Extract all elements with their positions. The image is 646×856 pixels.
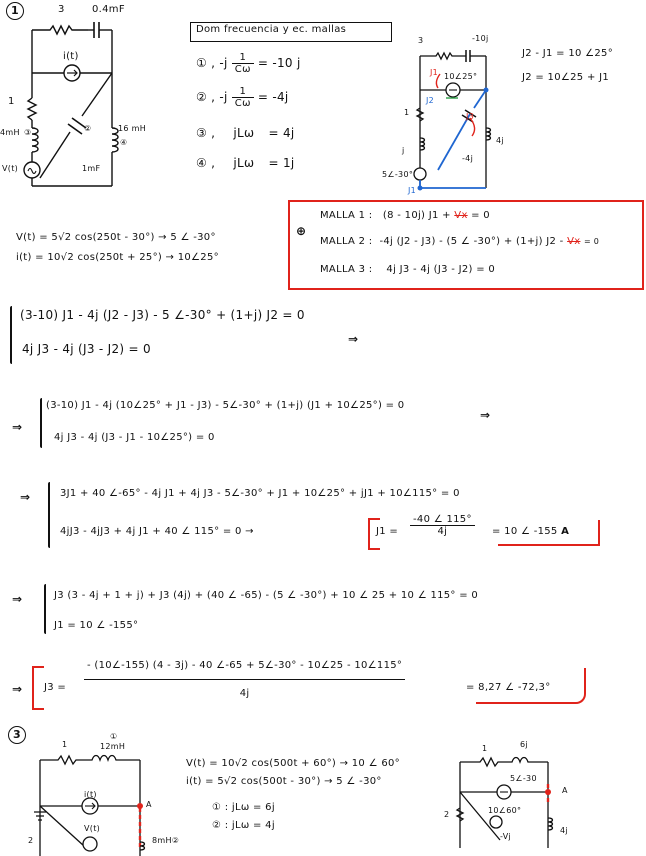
implies-arrow-4: ⇒ [20, 490, 31, 504]
p3-current-source: i(t) [84, 790, 97, 799]
j3-result-label: J3 = [44, 682, 67, 693]
voltage-source-label: V(t) [2, 164, 19, 173]
p3-vsource: V(t) [84, 824, 101, 833]
p3-node-num: ① [110, 732, 118, 741]
j3-result-bracket [32, 666, 44, 710]
plus-sign: ⊕ [296, 224, 307, 238]
p3-current-phasor: i(t) = 5√2 cos(500t - 30°) → 5 ∠ -30° [186, 776, 382, 787]
system-1-brace [10, 306, 12, 364]
pc1-inductor-right: 4j [496, 136, 504, 145]
phasor-circuit-3 [452, 748, 572, 848]
pc1-top-cap: -10j [472, 34, 489, 43]
pc3-vsource: 10∠60° [488, 806, 522, 815]
frequency-domain-header: Dom frecuencia y ec. mallas [196, 24, 347, 35]
p3-top-res: 1 [62, 740, 68, 749]
pc1-source: 10∠25° [444, 72, 478, 81]
system-3-eq-1: 3J1 + 40 ∠-65° - 4j J1 + 4j J3 - 5∠-30° + J1 + 10∠25° + jJ1 + 10∠115° = 0 [60, 488, 460, 499]
j1-result-label: J1 = [376, 526, 399, 537]
side-eq-1: J2 - J1 = 10 ∠25° [522, 48, 614, 59]
right-inductor-label: 16 mH [118, 124, 147, 133]
impedance-4: ④ , jLω = 1j [196, 156, 295, 170]
circuit-diagram-1 [10, 8, 150, 188]
pc1-vsource: 5∠-30° [382, 170, 414, 179]
j1-result-fraction: $\frac{-40 \angle 115^\circ}{4j}$ [410, 514, 475, 537]
j3-result-fraction: $\frac{- (10\angle-155) (4 - 3j) - 40 \angle-65 + 5\angle-30^\circ - 10\angle 25 - 10\angle 115^\circ}{4j}$ [84, 660, 405, 699]
j1-result-value: = 10 ∠ -155 A [492, 526, 570, 537]
implies-arrow-5: ⇒ [12, 592, 23, 606]
pc1-mesh-2: J2 [426, 96, 435, 105]
side-eq-2: J2 = 10∠25 + J1 [522, 72, 610, 83]
cap-node-label: ② [84, 124, 92, 133]
implies-arrow-6: ⇒ [12, 682, 23, 696]
implies-arrow-1: ⇒ [348, 332, 359, 346]
p3-right-ind: 8mH② [152, 836, 180, 845]
impedance-1: ① , -j $\frac{1}{C\omega}$ = -10 j [196, 52, 301, 75]
mesh-2-equation: MALLA 2 : -4j (J2 - J3) - (5 ∠ -30°) + (1+j) J2 - Vx = 0 [320, 236, 600, 247]
pc3-top-ind: 6j [520, 740, 528, 749]
system-4-brace [44, 584, 46, 634]
pc3-node: A [562, 786, 568, 795]
pc1-inductor-left: j [402, 146, 405, 155]
p3-impedance-2: ② : jLω = 4j [212, 820, 275, 831]
impedance-3: ③ , jLω = 4j [196, 126, 295, 140]
mesh-3-equation: MALLA 3 : 4j J3 - 4j (J3 - J2) = 0 [320, 264, 496, 275]
p3-impedance-1: ① : jLω = 6j [212, 802, 275, 813]
j3-result-value: = 8,27 ∠ -72,3° [466, 682, 551, 693]
j3-result-underline [476, 668, 586, 704]
top-capacitor-label: 0.4mF [92, 4, 125, 15]
pc3-top-res: 1 [482, 744, 488, 753]
bottom-cap-label: 1mF [82, 164, 101, 173]
pc3-isource: 5∠-30 [510, 774, 537, 783]
top-resistor-label: 3 [58, 4, 65, 15]
current-source-phasor: i(t) = 10√2 cos(250t + 25°) → 10∠25° [16, 252, 219, 263]
j1-result-underline [498, 520, 600, 546]
system-3-brace [48, 482, 50, 548]
pc1-cap: -4j [462, 154, 474, 163]
pc1-mesh-3: J3 [466, 112, 475, 121]
system-2-eq-1: (3-10) J1 - 4j (10∠25° + J1 - J3) - 5∠-30° + (1+j) (J1 + 10∠25°) = 0 [46, 400, 405, 411]
implies-arrow-3: ⇒ [480, 408, 491, 422]
system-4-eq-2: J1 = 10 ∠ -155° [54, 620, 139, 631]
p3-left-res: 2 [28, 836, 34, 845]
p3-node-a: A [146, 800, 152, 809]
problem-1-number: 1 [6, 2, 24, 20]
current-source-label: i(t) [63, 51, 79, 62]
impedance-2: ② , -j $\frac{1}{C\omega}$ = -4j [196, 86, 289, 109]
problem-3-number: 3 [8, 726, 26, 744]
system-4-eq-1: J3 (3 - 4j + 1 + j) + J3 (4j) + (40 ∠ -65) - (5 ∠ -30°) + 10 ∠ 25 + 10 ∠ 115° = 0 [54, 590, 479, 601]
implies-arrow-2: ⇒ [12, 420, 23, 434]
system-1-eq-2: 4j J3 - 4j (J3 - J2) = 0 [22, 342, 151, 356]
system-2-eq-2: 4j J3 - 4j (J3 - J1 - 10∠25°) = 0 [54, 432, 215, 443]
left-inductor-node: ③ [24, 128, 32, 137]
pc1-mesh-label: J1 [408, 186, 417, 195]
left-inductor-label: 4mH [0, 128, 20, 137]
system-1-eq-1: (3-10) J1 - 4j (J2 - J3) - 5 ∠-30° + (1+j) J2 = 0 [20, 308, 305, 322]
left-resistor-label: 1 [8, 96, 15, 107]
pc1-left-res: 1 [404, 108, 410, 117]
pc3-left-res: 2 [444, 810, 450, 819]
p3-voltage-phasor: V(t) = 10√2 cos(500t + 60°) → 10 ∠ 60° [186, 758, 400, 769]
p3-top-ind: 12mH [100, 742, 126, 751]
pc1-mesh-1: J1 [430, 68, 439, 77]
phasor-circuit-1 [410, 38, 520, 188]
circuit-diagram-3 [30, 746, 160, 856]
mesh-1-equation: MALLA 1 : (8 - 10j) J1 + Vx = 0 [320, 210, 490, 221]
pc3-right-ind: 4j [560, 826, 568, 835]
pc1-top-res: 3 [418, 36, 424, 45]
system-3-eq-2: 4jJ3 - 4jJ3 + 4j J1 + 40 ∠ 115° = 0 → [60, 526, 254, 537]
right-inductor-node: ④ [120, 138, 128, 147]
voltage-source-phasor: V(t) = 5√2 cos(250t - 30°) → 5 ∠ -30° [16, 232, 216, 243]
system-2-brace [40, 398, 42, 448]
pc3-mesh: -Vj [500, 832, 512, 841]
